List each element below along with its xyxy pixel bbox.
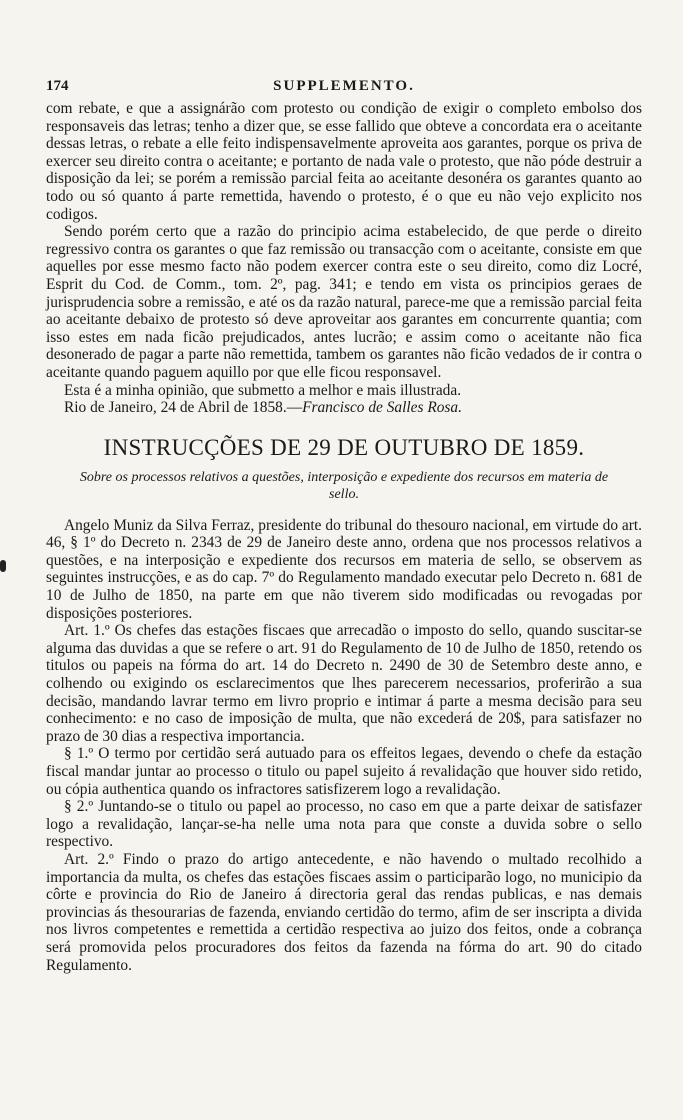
page-number: 174	[46, 78, 69, 94]
section-title: INSTRUCÇÕES DE 29 DE OUTUBRO DE 1859.	[103, 434, 585, 460]
paragraph-continuation: com rebate, e que a assignárão com protesto ou condição de exigir o completo embolso dos responsaveis das letras; tenho a dizer que, se esse fallido que obteve a concordata era o aceitante dessas letras, o rebate a elle feito indispensavelmente aproveita aos garantes, porque os priva de exercer seu direito contra o aceitante; e portanto de nada vale o protesto, que não póde destruir a disposição da lei; se porém a remissão parcial feita ao aceitante desonéra os garantes quanto ao todo ou só quanto á parte remettida, havendo o protesto, é o que eu não vejo explicito nos codigos.	[46, 100, 642, 223]
signature-place-date: Rio de Janeiro, 24 de Abril de 1858.—	[64, 399, 303, 417]
article-1-paragraph-1: § 1.º O termo por certidão será autuado para os effeitos legaes, devendo o chefe da estação fiscal mandar juntar ao processo o titulo ou papel sujeito á revalidação que houver sido retido, ou cópia authentica quando os infractores satisfizerem logo a revalidação.	[46, 745, 642, 798]
signature-name: Francisco de Salles Rosa.	[302, 399, 462, 417]
article-1: Art. 1.º Os chefes das estações fiscaes que arrecadão o imposto do sello, quando suscitar-se alguma das duvidas a que se refere o art. 91 do Regulamento de 10 de Julho de 1850, retendo os titulos ou papeis na fórma do art. 14 do Decreto n. 2490 de 30 de Setembro deste anno, e colhendo ou exigindo os esclarecimentos que lhes parecerem necessarios, proferirão a sua decisão, mandando lavrar termo em livro proprio e intimar á parte a mesma decisão para seu conhecimento: e no caso de imposição de multa, que não excederá de 20$, para satisfazer no prazo de 30 dias a respectiva importancia.	[46, 622, 642, 745]
paragraph: Sendo porém certo que a razão do principio acima estabelecido, de que perde o direito regressivo contra os garantes o que faz remissão ou transacção com o aceitante, consiste em que aquelles por esse mesmo facto não podem exercer contra este o seu direito, como diz Locré, Esprit du Cod. de Comm., tom. 2º, pag. 341; e tendo em vista os principios geraes de jurisprudencia sobre a remissão, e até os da razão natural, parece-me que a remissão parcial feita ao aceitante debaixo de protesto só deve aproveitar aos garantes em concurrente quantia; com isso estes em nada ficão prejudicados, antes lucrão; e assim como o aceitante não fica desonerado de pagar a parte não remettida, tambem os garantes não ficão vedados de ir contra o aceitante quando paguem aquillo por que elle ficou responsavel.	[46, 223, 642, 381]
page-body	[46, 100, 642, 974]
section-subtitle: Sobre os processos relativos a questões, interposição e expediente dos recursos em materia de sello.	[79, 469, 609, 502]
paragraph: Angelo Muniz da Silva Ferraz, presidente do tribunal do thesouro nacional, em virtude do art. 46, § 1º do Decreto n. 2343 de 29 de Janeiro deste anno, ordena que nos processos relativos a questões, e na interposição e expediente dos recursos em materia de sello, se observem as seguintes instrucções, e as do cap. 7º do Regulamento mandado executar pelo Decreto n. 681 de 10 de Julho de 1850, na parte em que não tiverem sido modificadas ou revogadas por disposições posteriores.	[46, 516, 642, 622]
running-head: SUPPLEMENTO.	[273, 78, 415, 94]
page-header	[46, 78, 642, 98]
paragraph: Esta é a minha opinião, que submetto a melhor e mais illustrada.	[64, 381, 462, 399]
article-2: Art. 2.º Findo o prazo do artigo antecedente, e não havendo o multado recolhido a importancia da multa, os chefes das estações fiscaes assim o participarão logo, no municipio da côrte e provincia do Rio de Janeiro á directoria geral das rendas publicas, e nas demais provincias ás thesourarias de fazenda, enviando certidão do termo, afim de ser inscripta a divida nos livros competentes e remettida a certidão respectiva ao juizo dos feitos, onde a cobrança será promovida pelos procuradores dos feitos da fazenda na fórma do art. 90 do citado Regulamento.	[46, 850, 642, 974]
article-1-paragraph-2: § 2.º Juntando-se o titulo ou papel ao processo, no caso em que a parte deixar de satisfazer logo a revalidação, lançar-se-ha nelle uma nota para que conste a duvida sobre o sello respectivo.	[46, 798, 642, 851]
signature-line	[46, 399, 642, 417]
margin-mark	[0, 560, 6, 572]
